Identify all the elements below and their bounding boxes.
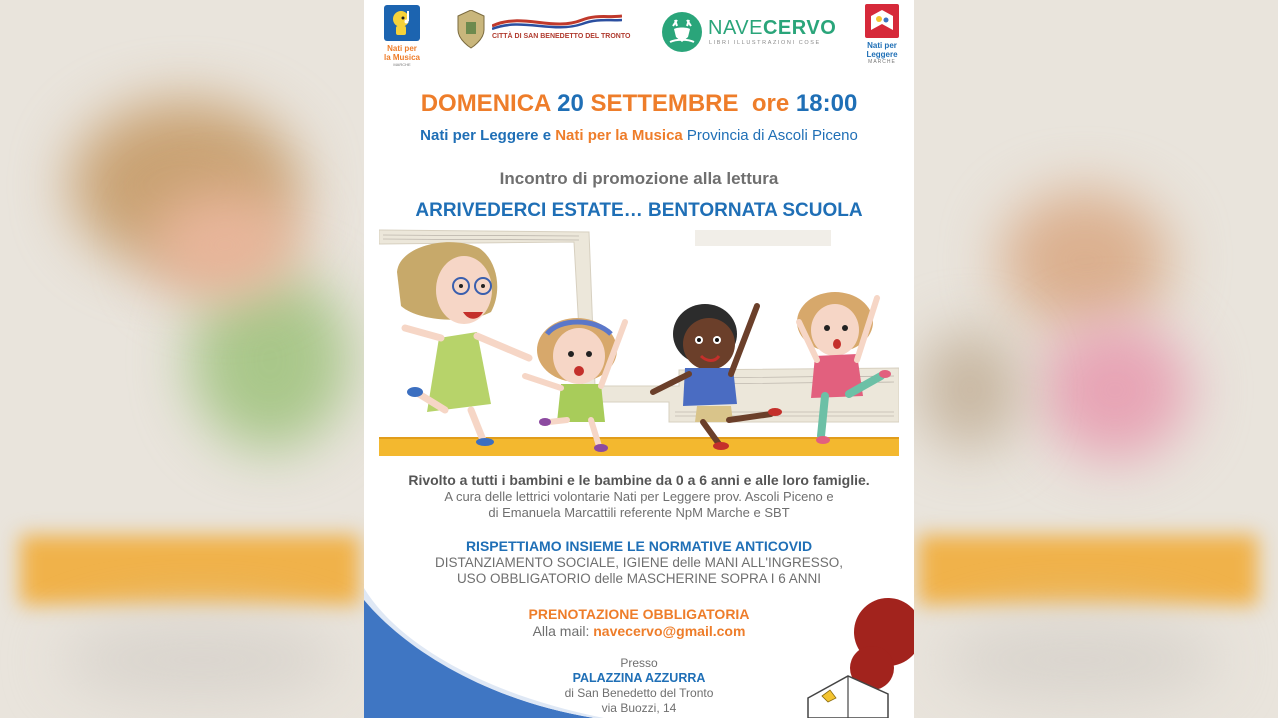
event-datetime: [364, 89, 914, 119]
audience-text: Rivolto a tutti i bambini e le bambine da 0 a 6 anni e alle loro famiglie.: [408, 472, 870, 488]
navecervo-deer-icon: [662, 12, 702, 52]
logo-navecervo: [662, 12, 838, 56]
curated-by-line1: A cura delle lettrici volontarie Nati per Leggere prov. Ascoli Piceno e: [444, 489, 834, 504]
logo-nati-per-leggere: [860, 4, 904, 68]
event-month: SETTEMBRE: [590, 90, 739, 117]
booking-email[interactable]: navecervo@gmail.com: [593, 623, 746, 639]
event-poster: [364, 0, 914, 718]
bg-blob-left-face: [150, 190, 300, 300]
npm-logo-line2: la Musica: [383, 53, 420, 62]
booking-mail-line: [364, 623, 914, 640]
npm-logo-line3: MARCHE: [393, 62, 411, 67]
organizer-conjunction: e: [542, 127, 552, 144]
organizer-npl: Nati per Leggere: [420, 127, 539, 144]
city-ribbon-icon: [492, 12, 622, 32]
navecervo-cervo: CERVO: [762, 17, 837, 39]
venue-name: PALAZZINA AZZURRA: [572, 671, 706, 685]
covid-heading: RISPETTIAMO INSIEME LE NORMATIVE ANTICOVID: [465, 538, 813, 554]
venue-address: via Buozzi, 14: [601, 701, 677, 715]
logo-citta-san-benedetto: [454, 10, 631, 54]
navecervo-wordmark: [708, 17, 836, 40]
logo-bar: [364, 0, 914, 80]
navecervo-sub: LIBRI ILLUSTRAZIONI COSE: [709, 40, 821, 46]
event-day: DOMENICA: [420, 90, 551, 117]
event-intro: Incontro di promozione alla lettura: [499, 169, 779, 188]
organizers-line: [364, 127, 914, 145]
event-time: 18:00: [795, 90, 858, 117]
venue-presso: Presso: [620, 656, 658, 670]
npl-logo-line1: Nati per: [867, 41, 897, 50]
booking-heading: PRENOTAZIONE OBBLIGATORIA: [528, 606, 750, 622]
event-date-number: 20: [557, 90, 584, 117]
npm-logo-icon: [384, 5, 420, 41]
covid-line1: DISTANZIAMENTO SOCIALE, IGIENE delle MANI ALL'INGRESSO,: [435, 555, 843, 570]
logo-nati-per-la-musica: [378, 5, 426, 71]
npl-logo-line2: Leggere: [866, 50, 898, 59]
navecervo-nave: NAVE: [708, 17, 763, 39]
event-title: ARRIVEDERCI ESTATE… BENTORNATA SCUOLA: [415, 200, 863, 221]
booking-mail-label: Alla mail:: [532, 623, 590, 639]
event-time-label: ore: [751, 90, 790, 117]
bg-band-left: [20, 535, 360, 605]
covid-line2: USO OBBLIGATORIO delle MASCHERINE SOPRA I 6 ANNI: [456, 571, 822, 586]
girl-headband-figure: [525, 318, 625, 452]
bg-blob-left-bottom: [60, 620, 340, 700]
city-logo-text: CITTÀ DI SAN BENEDETTO DEL TRONTO: [492, 33, 631, 40]
bg-band-right: [918, 535, 1258, 605]
organizer-province: Provincia di Ascoli Piceno: [686, 127, 858, 144]
bg-blob-right-head: [1000, 190, 1170, 330]
organizer-npm: Nati per la Musica: [555, 127, 683, 144]
npl-logo-icon: [865, 4, 899, 38]
children-dancing-illustration: [379, 226, 899, 458]
npm-logo-line1: Nati per: [387, 44, 417, 53]
woman-figure: [397, 242, 529, 446]
bg-blob-right-extra: [920, 330, 1020, 450]
npl-logo-line3: MARCHE: [868, 59, 896, 65]
city-crest-icon: [454, 10, 488, 50]
curated-by-line2: di Emanuela Marcattili referente NpM Marche e SBT: [488, 505, 790, 520]
bg-blob-right-body: [1040, 320, 1190, 460]
venue-city: di San Benedetto del Tronto: [564, 686, 714, 700]
bg-blob-right-bottom: [940, 620, 1220, 700]
